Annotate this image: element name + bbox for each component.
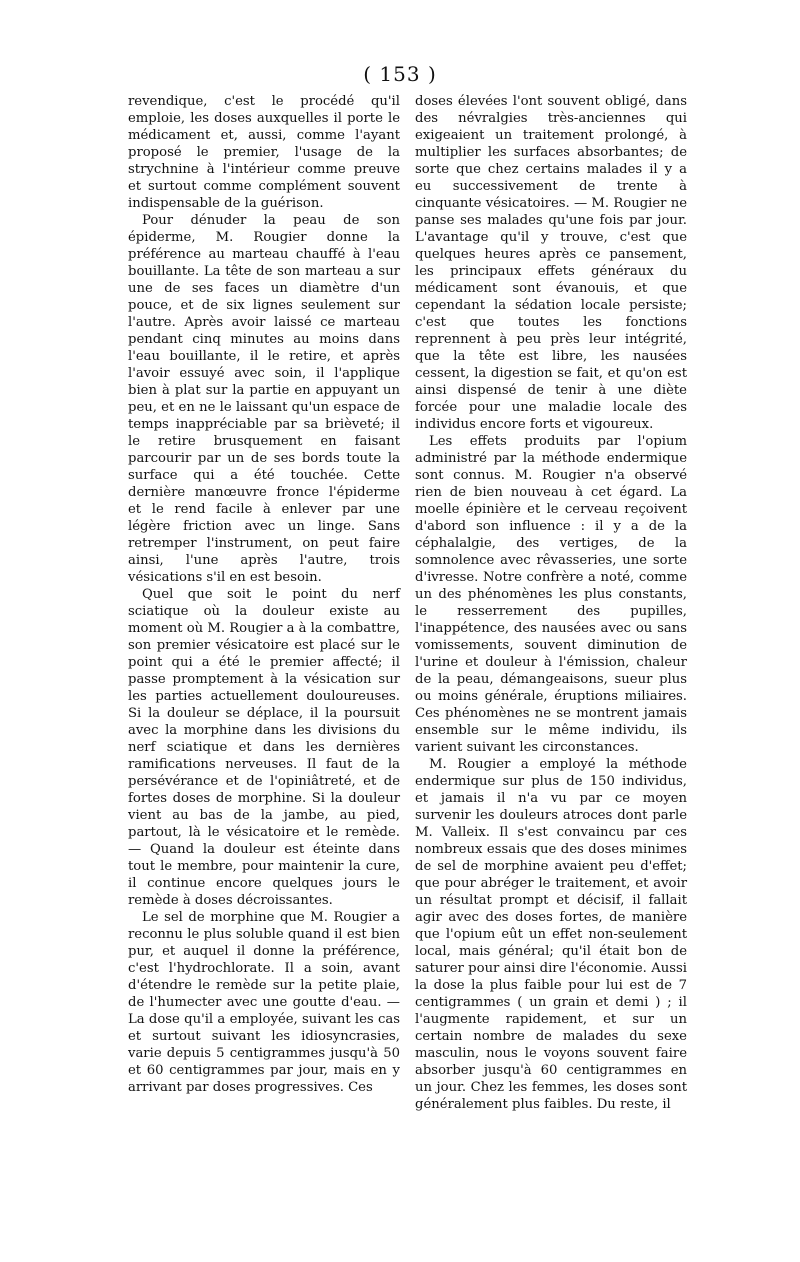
left-column [128,93,400,1096]
paragraph: M. Rougier a employé la méthode endermique sur plus de 150 individus, et jamais il n'a vu par ce moyen survenir les douleurs atroces dont parle M. Valleix. Il s'est convaincu par ces nombreux essais que des doses minimes de sel de morphine avaient peu d'effet; que pour abréger le traitement, et avoir un résultat prompt et décisif, il fallait agir avec des doses fortes, de manière que l'opium eût un effet non-seulement local, mais général; qu'il était bon de saturer pour ainsi dire l'économie. Aussi la dose la plus faible pour lui est de 7 centigrammes ( un grain et demi ) ; il l'augmente rapidement, et sur un certain nombre de malades du sexe masculin, nous le voyons souvent faire absorber jusqu'à 60 centigrammes en un jour. Chez les femmes, les doses sont généralement plus faibles. Du reste, il [415,757,687,1112]
paragraph: Quel que soit le point du nerf sciatique où la douleur existe au moment où M. Rougier a à la combattre, son premier vésicatoire est placé sur le point qui a été le premier affecté; il passe promptement à la vésication sur les parties actuellement douloureuses. Si la douleur se déplace, il la poursuit avec la morphine dans les divisions du nerf sciatique et dans les dernières ramifications nerveuses. Il faut de la persévérance et de l'opiniâtreté, et de fortes doses de morphine. Si la douleur vient au bas de la jambe, au pied, partout, là le vésicatoire et le remède. — Quand la douleur est éteinte dans tout le membre, pour maintenir la cure, il continue encore quelques jours le remède à doses décroissantes. [128,587,400,908]
paragraph: revendique, c'est le procédé qu'il emploie, les doses auxquelles il porte le médicament et, aussi, comme l'ayant proposé le premier, l'usage de la strychnine à l'intérieur comme preuve et surtout comme complément souvent indispensable de la guérison. [128,94,400,211]
paragraph: Le sel de morphine que M. Rougier a reconnu le plus soluble quand il est bien pur, et auquel il donne la préférence, c'est l'hydrochlorate. Il a soin, avant d'étendre le remède sur la petite plaie, de l'humecter avec une goutte d'eau. — La dose qu'il a employée, suivant les cas et surtout suivant les idiosyncrasies, varie depuis 5 centigrammes jusqu'à 50 et 60 centigrammes par jour, mais en y arrivant par doses progressives. Ces [128,910,400,1095]
paragraph: Pour dénuder la peau de son épiderme, M. Rougier donne la préférence au marteau chauffé à l'eau bouillante. La tête de son marteau a sur une de ses faces un diamètre d'un pouce, et de six lignes seulement sur l'autre. Après avoir laissé ce marteau pendant cinq minutes au moins dans l'eau bouillante, il le retire, et après l'avoir essuyé avec soin, il l'applique bien à plat sur la partie en appuyant un peu, et en ne le laissant qu'un espace de temps inappréciable par sa brièveté; il le retire brusquement en faisant parcourir par un de ses bords toute la surface qui a été touchée. Cette dernière manœuvre fronce l'épiderme et le rend facile à enlever par une légère friction avec un linge. Sans retremper l'instrument, on peut faire ainsi, l'une après l'autre, trois vésications s'il en est besoin. [128,213,400,585]
paragraph: Les effets produits par l'opium administré par la méthode endermique sont connus. M. Rougier n'a observé rien de bien nouveau à cet égard. La moelle épinière et le cerveau reçoivent d'abord son influence : il y a de la céphalalgie, des vertiges, de la somnolence avec rêvasseries, une sorte d'ivresse. Notre confrère a noté, comme un des phénomènes les plus constants, le resserrement des pupilles, l'inappétence, des nausées avec ou sans vomissements, souvent diminution de l'urine et douleur à l'émission, chaleur de la peau, démangeaisons, sueur plus ou moins générale, éruptions miliaires. Ces phénomènes ne se montrent jamais ensemble sur le même individu, ils varient suivant les circonstances. [415,434,687,755]
right-column [415,93,687,1113]
paragraph: doses élevées l'ont souvent obligé, dans des névralgies très-anciennes qui exigeaient un traitement prolongé, à multiplier les surfaces absorbantes; de sorte que chez certains malades il y a eu successivement de trente à cinquante vésicatoires. — M. Rougier ne panse ses malades qu'une fois par jour. L'avantage qu'il y trouve, c'est que quelques heures après ce pansement, les principaux effets généraux du médicament sont évanouis, et que cependant la sédation locale persiste; c'est que toutes les fonctions reprennent à peu près leur intégrité, que la tête est libre, les nausées cessent, la digestion se fait, et qu'on est ainsi dispensé de tenir à une diète forcée pour une maladie locale des individus encore forts et vigoureux. [415,94,687,432]
page-number: ( 153 ) [363,62,437,86]
